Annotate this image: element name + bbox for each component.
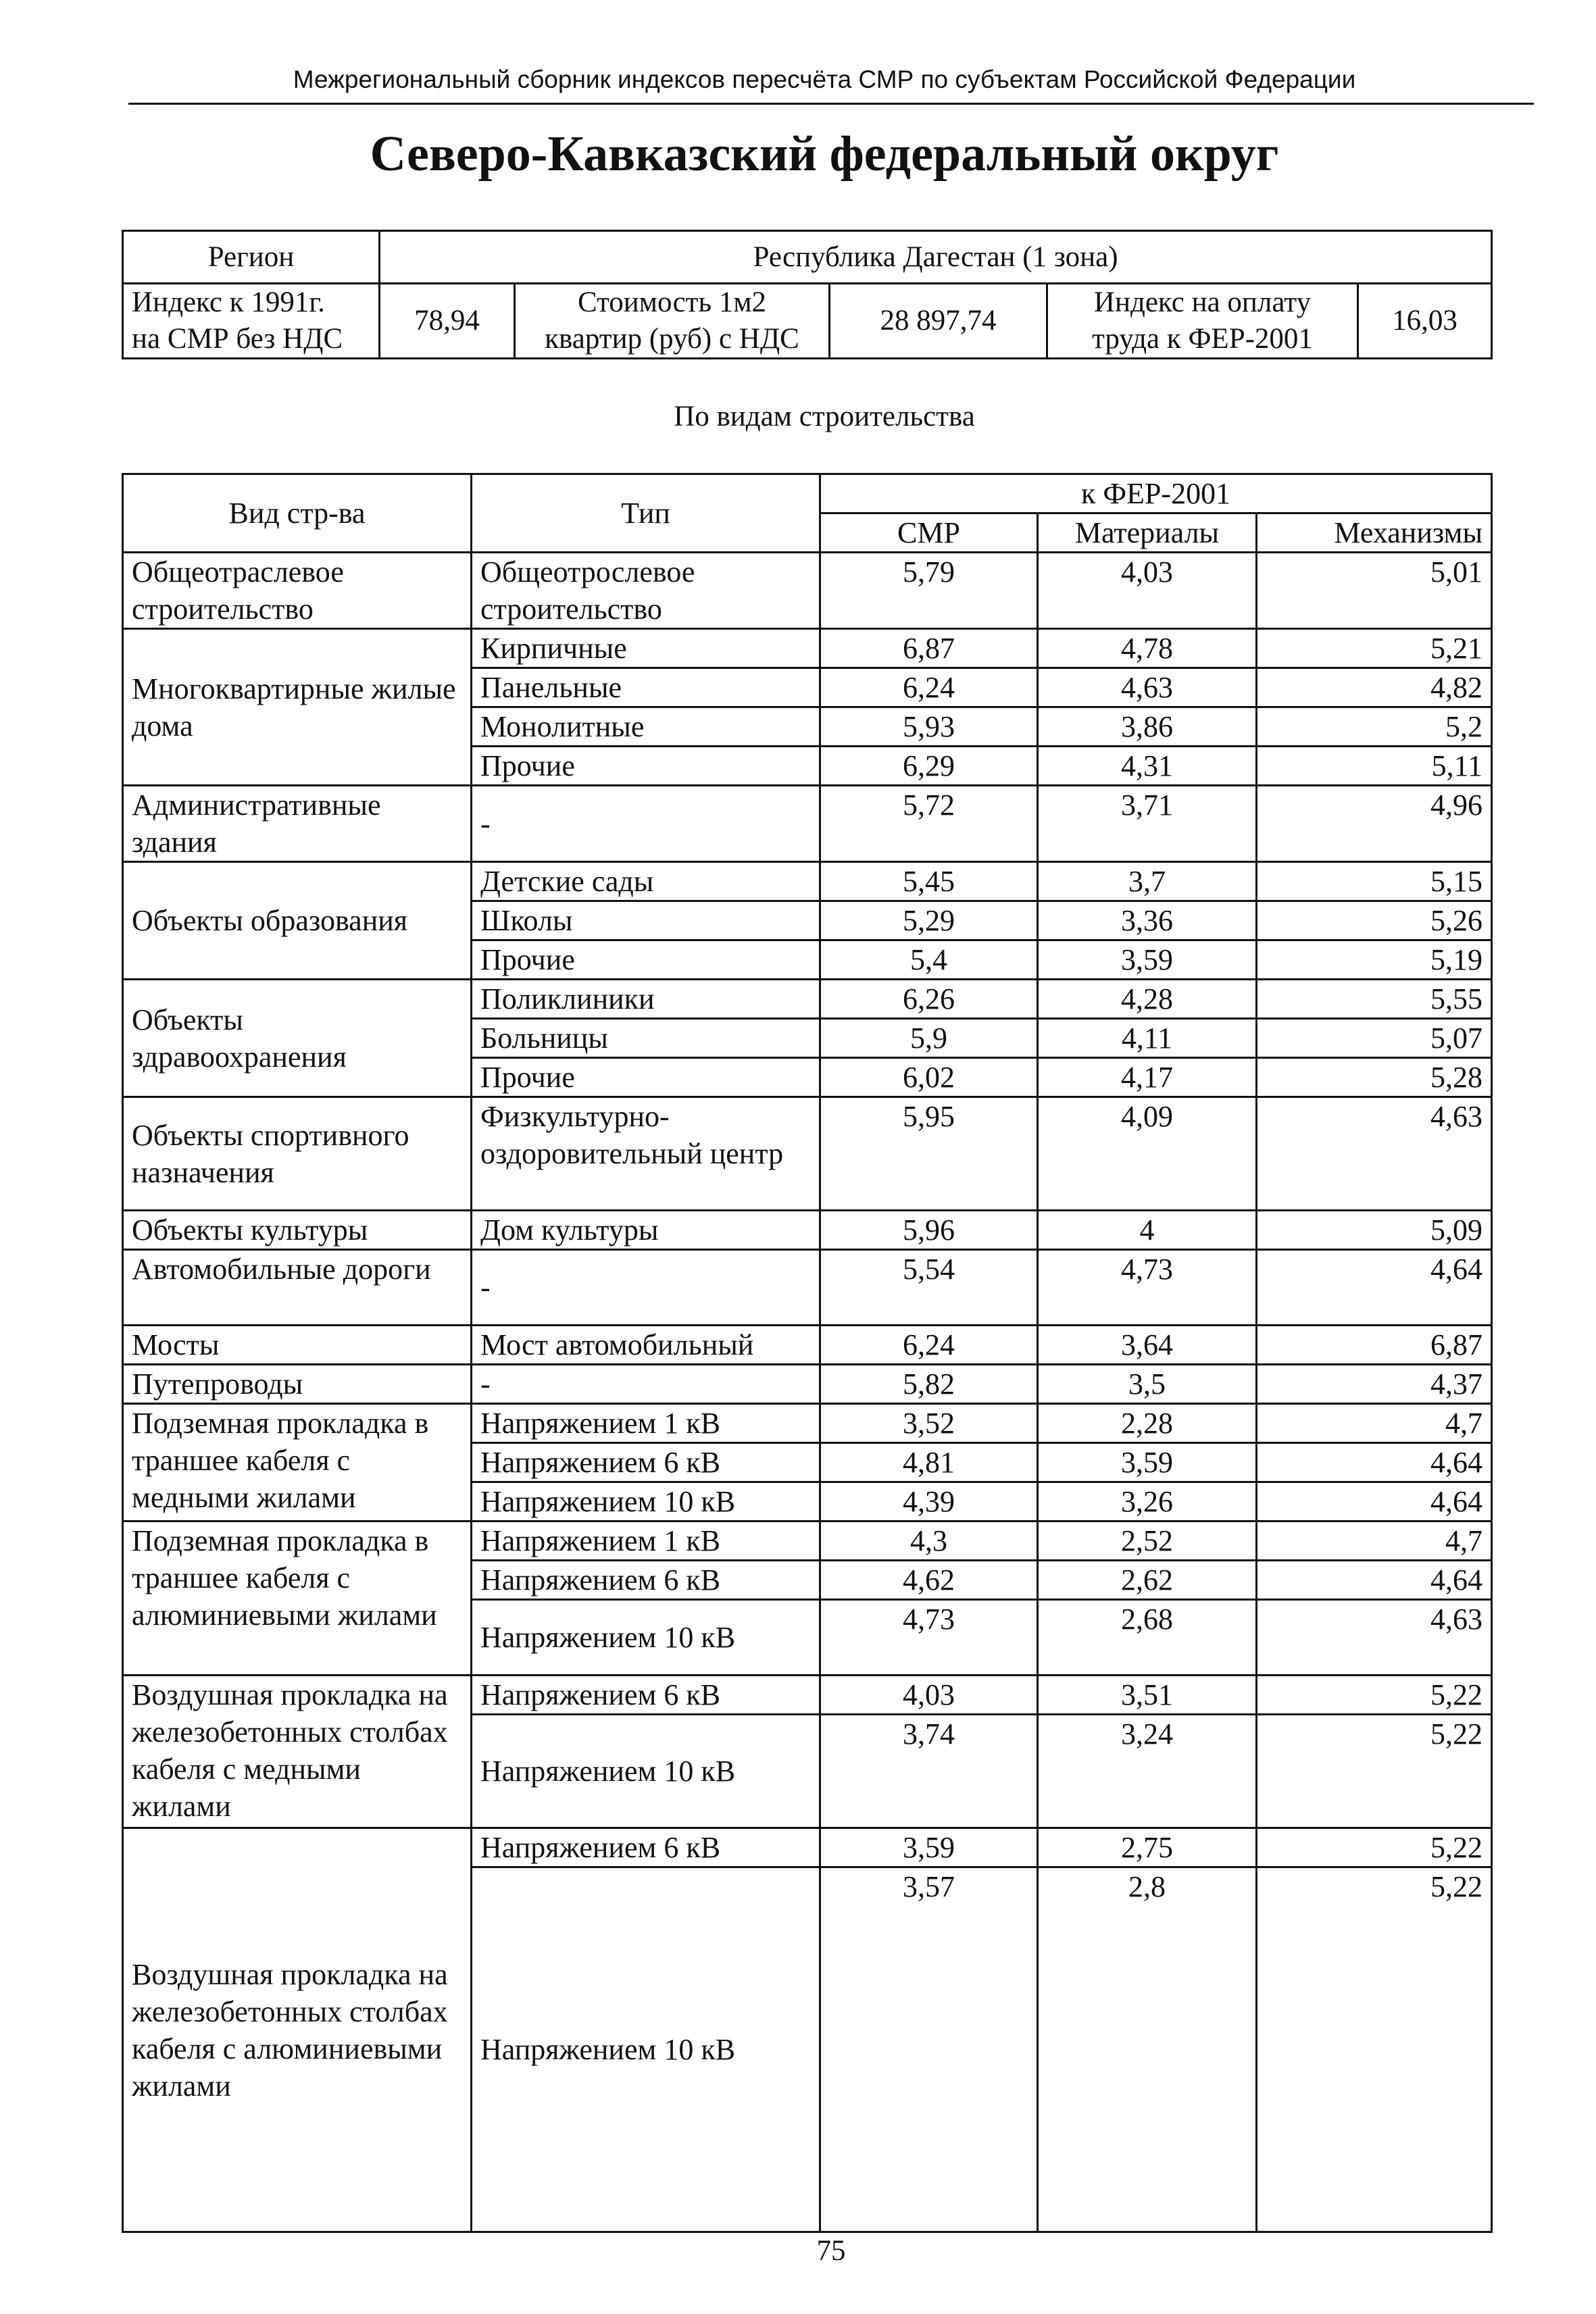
cell-materials: 3,7 [1038, 862, 1257, 901]
cell-mechanisms: 4,64 [1257, 1443, 1492, 1482]
cell-smr: 5,45 [820, 862, 1038, 901]
cell-materials: 4,11 [1038, 1019, 1257, 1058]
cell-mechanisms: 5,19 [1257, 940, 1492, 980]
cell-smr: 5,96 [820, 1211, 1038, 1250]
table-row [123, 980, 1492, 1019]
table-row [123, 1097, 1492, 1211]
cell-mechanisms: 4,37 [1257, 1365, 1492, 1404]
cell-type: Поликлиники [472, 980, 820, 1019]
cell-kind: Автомобильные дороги [123, 1250, 472, 1326]
table-row [123, 1521, 1492, 1561]
cell-materials: 4,17 [1038, 1058, 1257, 1097]
cell-mechanisms: 4,63 [1257, 1600, 1492, 1676]
table-row [123, 1211, 1492, 1250]
cell-type: Напряжением 1 кВ [472, 1404, 820, 1443]
cell-materials: 4,78 [1038, 629, 1257, 668]
cell-smr: 4,39 [820, 1482, 1038, 1521]
cell-materials: 2,68 [1038, 1600, 1257, 1676]
table-row [123, 1828, 1492, 1867]
cell-smr: 3,74 [820, 1715, 1038, 1828]
cell-kind: Объекты здравоохранения [123, 980, 472, 1097]
cell-type: Больницы [472, 1019, 820, 1058]
cell-smr: 3,57 [820, 1867, 1038, 2232]
cell-type: Напряжением 10 кВ [472, 1482, 820, 1521]
cell-materials: 4,31 [1038, 747, 1257, 786]
cell-kind: Воздушная прокладка на железобетонных столбах кабеля с алюминиевыми жилами [123, 1828, 472, 2232]
cell-smr: 5,54 [820, 1250, 1038, 1326]
cell-smr: 5,4 [820, 940, 1038, 980]
index-1991-value: 78,94 [380, 284, 515, 359]
cost-label: Стоимость 1м2 квартир (руб) с НДС [515, 284, 830, 359]
cell-smr: 6,87 [820, 629, 1038, 668]
wage-index-value: 16,03 [1358, 284, 1492, 359]
cell-materials: 4 [1038, 1211, 1257, 1250]
col-header-smr: СМР [820, 513, 1038, 553]
section-subtitle: По видам строительства [674, 401, 975, 432]
cell-type: - [472, 1250, 820, 1326]
cell-smr: 3,59 [820, 1828, 1038, 1867]
cell-type: Напряжением 1 кВ [472, 1521, 820, 1561]
page-number: 75 [816, 2235, 846, 2267]
cell-materials: 3,26 [1038, 1482, 1257, 1521]
cell-materials: 3,36 [1038, 901, 1257, 940]
cell-type: Кирпичные [472, 629, 820, 668]
cell-kind: Путепроводы [123, 1365, 472, 1404]
cell-type: Напряжением 10 кВ [472, 1867, 820, 2232]
page-title: Северо-Кавказский федеральный округ [370, 126, 1279, 182]
cell-materials: 4,63 [1038, 668, 1257, 707]
cell-type: Напряжением 10 кВ [472, 1715, 820, 1828]
cell-smr: 5,82 [820, 1365, 1038, 1404]
table-row [123, 862, 1492, 901]
cell-smr: 4,62 [820, 1561, 1038, 1600]
cell-smr: 6,29 [820, 747, 1038, 786]
table-row [123, 1365, 1492, 1404]
cell-materials: 2,62 [1038, 1561, 1257, 1600]
cell-smr: 5,79 [820, 553, 1038, 629]
cell-mechanisms: 5,22 [1257, 1867, 1492, 2232]
cell-mechanisms: 4,82 [1257, 668, 1492, 707]
cell-smr: 6,26 [820, 980, 1038, 1019]
cell-type: Напряжением 6 кВ [472, 1443, 820, 1482]
cell-mechanisms: 5,22 [1257, 1715, 1492, 1828]
cell-type: Прочие [472, 940, 820, 980]
region-value: Республика Дагестан (1 зона) [380, 231, 1492, 284]
col-header-mechanisms: Механизмы [1257, 513, 1492, 553]
cell-type: - [472, 786, 820, 862]
cell-smr: 3,52 [820, 1404, 1038, 1443]
cell-smr: 6,24 [820, 668, 1038, 707]
table-row [123, 553, 1492, 629]
cell-kind: Общеотраслевое строительство [123, 553, 472, 629]
cell-kind: Подземная прокладка в траншее кабеля с медными жилами [123, 1404, 472, 1521]
cell-mechanisms: 5,22 [1257, 1676, 1492, 1715]
cell-type: Напряжением 10 кВ [472, 1600, 820, 1676]
cell-smr: 4,81 [820, 1443, 1038, 1482]
cell-mechanisms: 5,22 [1257, 1828, 1492, 1867]
col-header-materials: Материалы [1038, 513, 1257, 553]
cell-smr: 5,29 [820, 901, 1038, 940]
col-header-type: Тип [472, 474, 820, 553]
cell-materials: 2,75 [1038, 1828, 1257, 1867]
cell-mechanisms: 5,2 [1257, 707, 1492, 747]
col-header-kind: Вид стр-ва [123, 474, 472, 553]
cell-mechanisms: 4,7 [1257, 1521, 1492, 1561]
table-row [123, 629, 1492, 668]
cell-type: Дом культуры [472, 1211, 820, 1250]
cell-type: Общеотрослевое строительство [472, 553, 820, 629]
cell-mechanisms: 5,01 [1257, 553, 1492, 629]
cell-materials: 3,51 [1038, 1676, 1257, 1715]
cell-type: Монолитные [472, 707, 820, 747]
cell-type: - [472, 1365, 820, 1404]
cell-materials: 2,8 [1038, 1867, 1257, 2232]
cell-kind: Административные здания [123, 786, 472, 862]
cell-materials: 3,59 [1038, 1443, 1257, 1482]
table-body [123, 553, 1492, 2232]
cell-mechanisms: 4,64 [1257, 1561, 1492, 1600]
cell-smr: 5,95 [820, 1097, 1038, 1211]
cell-smr: 6,02 [820, 1058, 1038, 1097]
cell-materials: 3,71 [1038, 786, 1257, 862]
region-info-table [122, 230, 1493, 359]
cell-smr: 6,24 [820, 1326, 1038, 1365]
cell-smr: 4,73 [820, 1600, 1038, 1676]
cell-smr: 5,93 [820, 707, 1038, 747]
index-1991-label: Индекс к 1991г. на СМР без НДС [123, 284, 380, 359]
cell-type: Физкультурно-оздоровительный центр [472, 1097, 820, 1211]
cell-materials: 3,5 [1038, 1365, 1257, 1404]
cell-type: Детские сады [472, 862, 820, 901]
region-label: Регион [123, 231, 380, 284]
cell-kind: Воздушная прокладка на железобетонных столбах кабеля с медными жилами [123, 1676, 472, 1828]
cell-materials: 3,59 [1038, 940, 1257, 980]
cell-kind: Объекты образования [123, 862, 472, 980]
cell-smr: 5,9 [820, 1019, 1038, 1058]
cell-type: Напряжением 6 кВ [472, 1828, 820, 1867]
table-row [123, 1326, 1492, 1365]
wage-index-label: Индекс на оплату труда к ФЕР-2001 [1047, 284, 1358, 359]
cell-type: Прочие [472, 1058, 820, 1097]
cell-mechanisms: 5,07 [1257, 1019, 1492, 1058]
cell-materials: 3,64 [1038, 1326, 1257, 1365]
cell-type: Панельные [472, 668, 820, 707]
table-row [123, 1404, 1492, 1443]
cell-mechanisms: 5,09 [1257, 1211, 1492, 1250]
cell-kind: Мосты [123, 1326, 472, 1365]
cell-mechanisms: 5,11 [1257, 747, 1492, 786]
cell-type: Мост автомобильный [472, 1326, 820, 1365]
table-row [123, 1250, 1492, 1326]
cell-kind: Подземная прокладка в траншее кабеля с алюминиевыми жилами [123, 1521, 472, 1676]
cell-type: Школы [472, 901, 820, 940]
cell-mechanisms: 5,15 [1257, 862, 1492, 901]
cell-mechanisms: 4,63 [1257, 1097, 1492, 1211]
cell-kind: Объекты спортивного назначения [123, 1097, 472, 1211]
cell-mechanisms: 5,28 [1257, 1058, 1492, 1097]
cell-materials: 4,73 [1038, 1250, 1257, 1326]
cell-materials: 4,28 [1038, 980, 1257, 1019]
header-rule [128, 103, 1534, 105]
cell-mechanisms: 4,64 [1257, 1482, 1492, 1521]
cell-smr: 4,03 [820, 1676, 1038, 1715]
table-row [123, 1676, 1492, 1715]
cell-type: Прочие [472, 747, 820, 786]
cell-mechanisms: 5,55 [1257, 980, 1492, 1019]
cell-materials: 2,52 [1038, 1521, 1257, 1561]
cell-mechanisms: 6,87 [1257, 1326, 1492, 1365]
cell-smr: 5,72 [820, 786, 1038, 862]
cell-mechanisms: 4,64 [1257, 1250, 1492, 1326]
table-row [123, 786, 1492, 862]
cell-mechanisms: 4,7 [1257, 1404, 1492, 1443]
cell-type: Напряжением 6 кВ [472, 1561, 820, 1600]
running-header: Межрегиональный сборник индексов пересчёта СМР по субъектам Российской Федерации [293, 66, 1356, 93]
cell-mechanisms: 5,26 [1257, 901, 1492, 940]
cell-mechanisms: 5,21 [1257, 629, 1492, 668]
cell-materials: 4,03 [1038, 553, 1257, 629]
cell-kind: Многоквартирные жилые дома [123, 629, 472, 786]
cell-materials: 3,86 [1038, 707, 1257, 747]
cost-value: 28 897,74 [830, 284, 1047, 359]
cell-materials: 2,28 [1038, 1404, 1257, 1443]
indices-table [122, 473, 1493, 2233]
cell-mechanisms: 4,96 [1257, 786, 1492, 862]
cell-kind: Объекты культуры [123, 1211, 472, 1250]
cell-smr: 4,3 [820, 1521, 1038, 1561]
cell-materials: 3,24 [1038, 1715, 1257, 1828]
cell-materials: 4,09 [1038, 1097, 1257, 1211]
cell-type: Напряжением 6 кВ [472, 1676, 820, 1715]
col-header-group: к ФЕР-2001 [820, 474, 1492, 513]
